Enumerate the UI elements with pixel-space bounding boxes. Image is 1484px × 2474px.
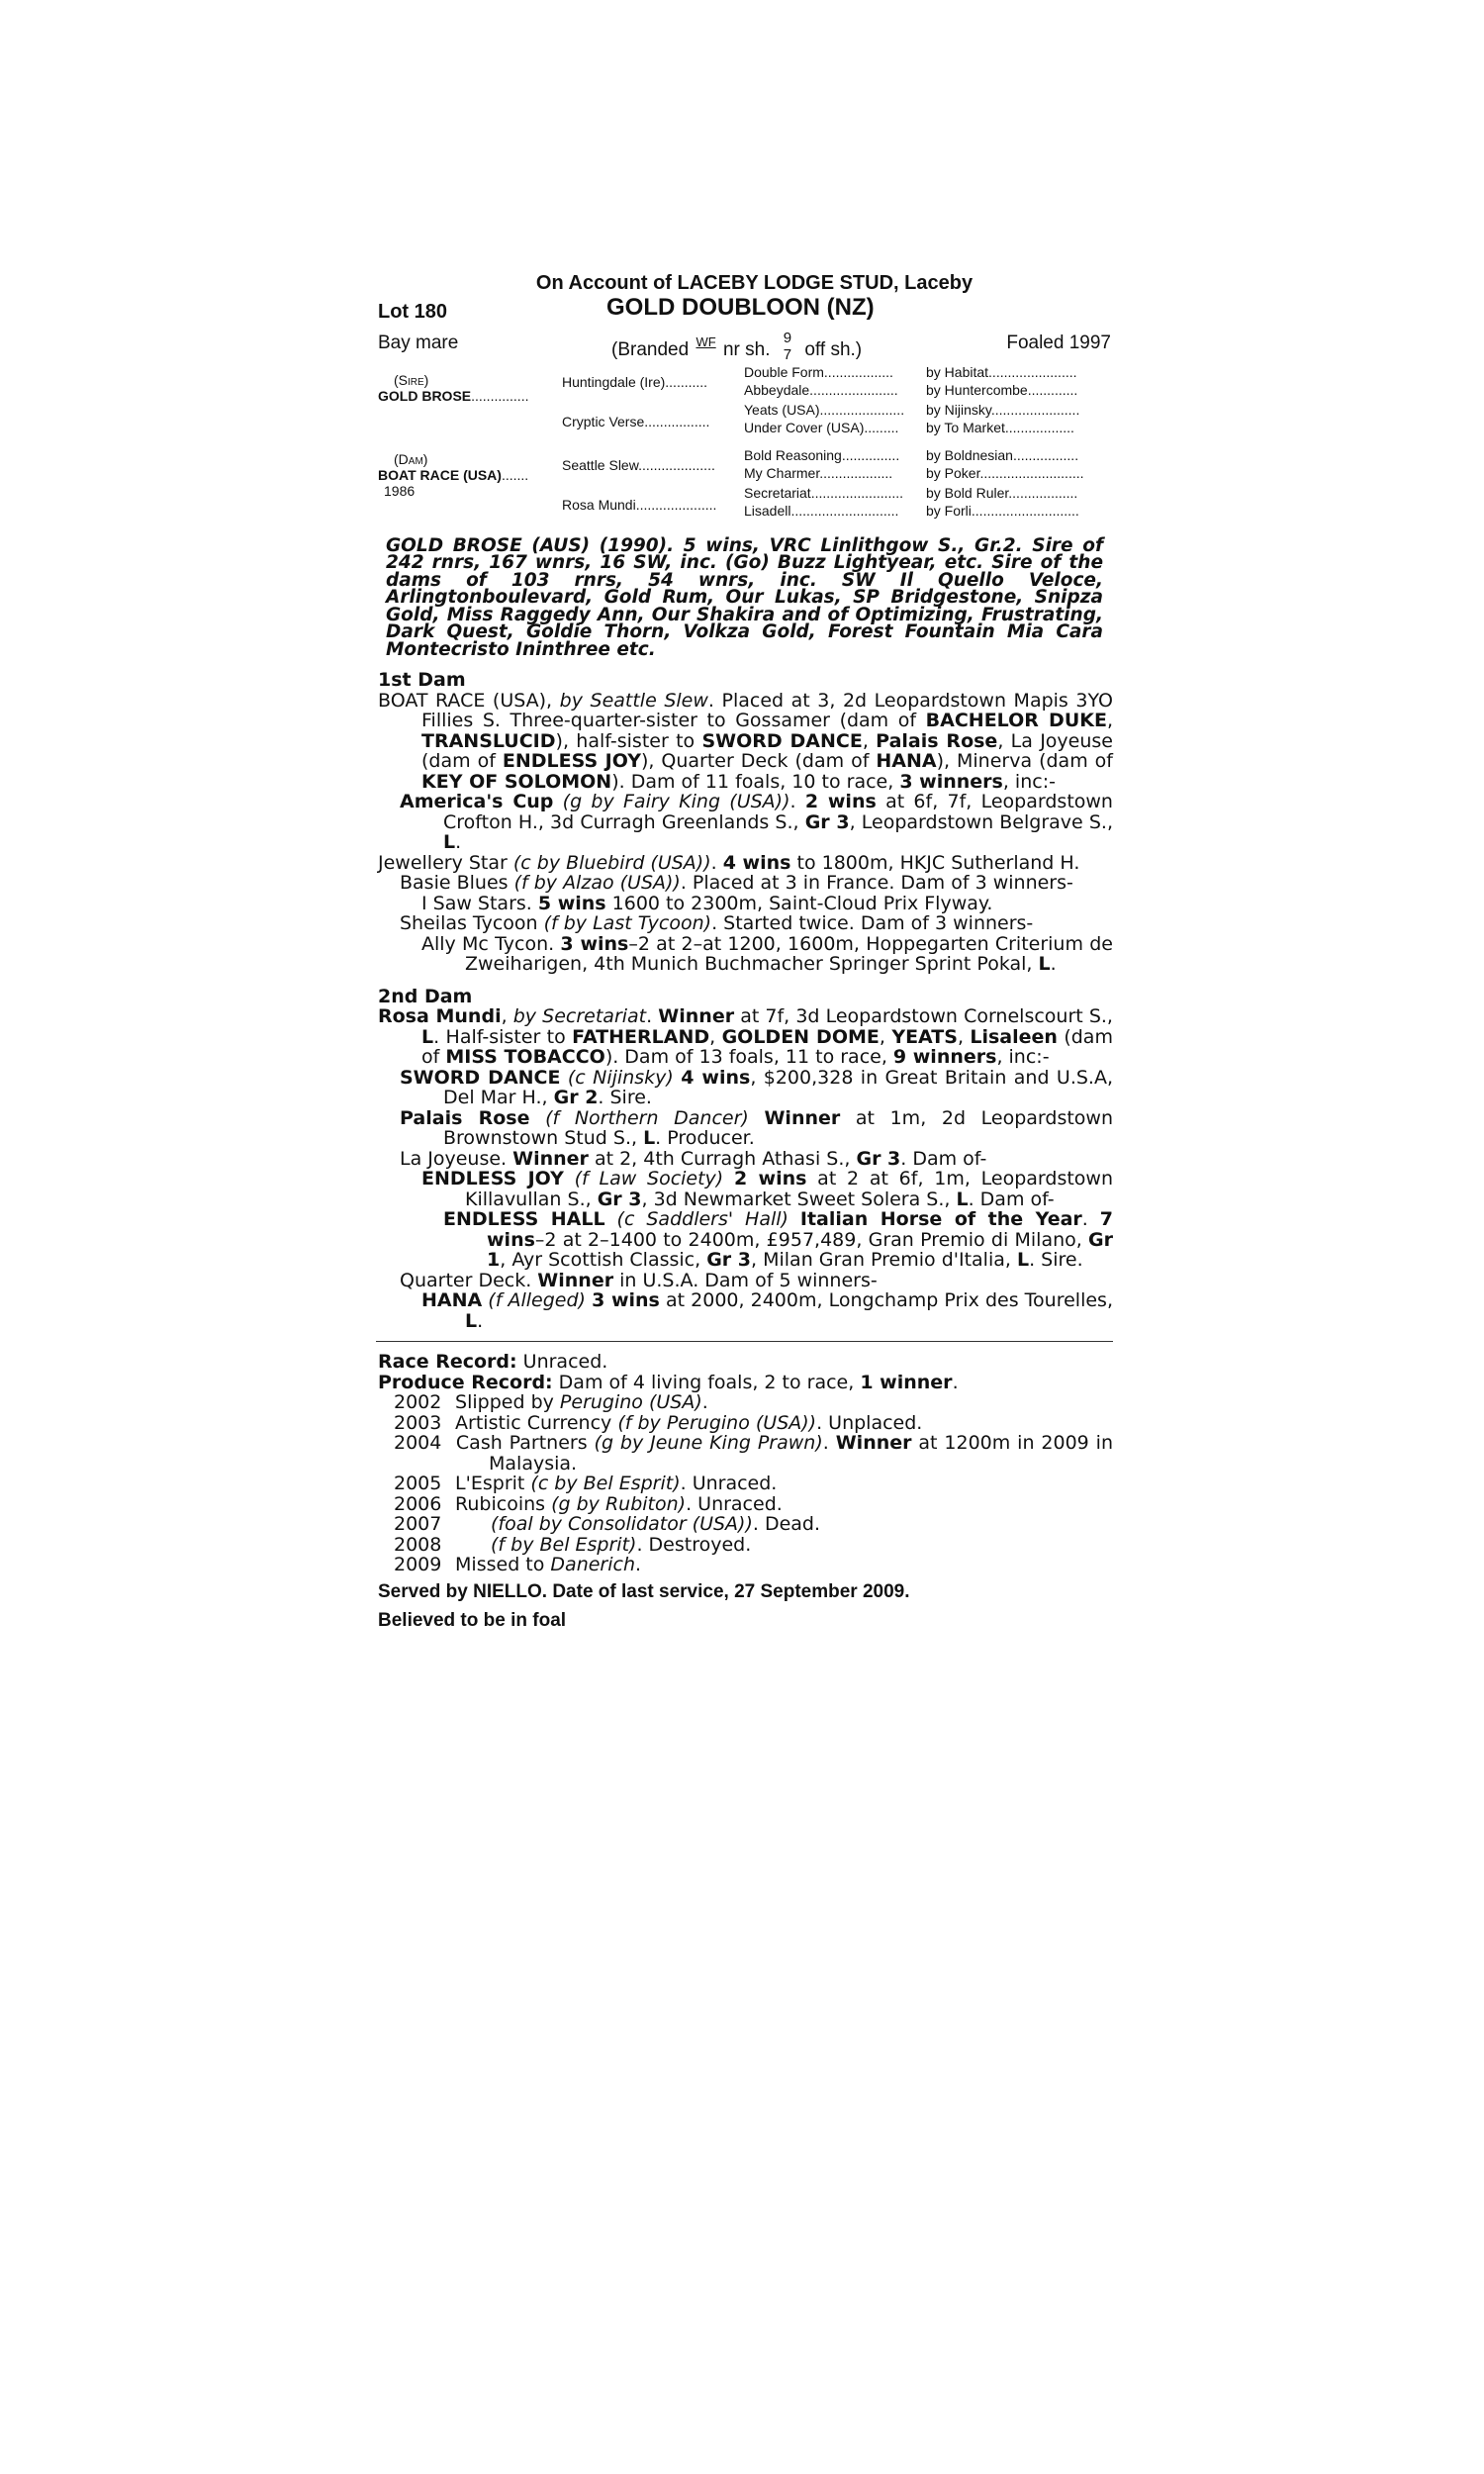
sire-line: GOLD BROSE............... [378, 387, 529, 404]
list-item: I Saw Stars. 5 wins 1600 to 2300m, Saint-Cloud Prix Flyway. [421, 892, 993, 914]
branded-suffix: off sh.) [804, 338, 863, 360]
produce-row: 2004 Cash Partners (g by Jeune King Prawn). Winner at 1200m in 2009 in Malaysia. [394, 1432, 1113, 1475]
pedigree-g4-4: by To Market.................. [926, 419, 1074, 435]
pedigree-g4-2: by Huntercombe............. [926, 381, 1078, 398]
first-dam-paragraph: BOAT RACE (USA), by Seattle Slew. Placed at 3, 2d Leopardstown Mapis 3YO Fillies S. Three-quarter-sister to Gossamer (dam of BACHELOR DUKE, TRANSLUCID), half-sister to SWORD DANCE, Palais Rose, La Joyeuse (dam of ENDLESS JOY), Quarter Deck (dam of HANA), Minerva (dam of KEY OF SOLOMON). Dam of 11 foals, 10 to race, 3 winners, inc:- [378, 689, 1113, 793]
sire-summary: GOLD BROSE (AUS) (1990). 5 wins, VRC Linlithgow S., Gr.2. Sire of 242 rnrs, 167 wnrs, 16 SW, inc. (Go) Buzz Lightyear, etc. Sire of the dams of 103 rnrs, 54 wnrs, inc. SW Il Quello Veloce, Arlingtonboulevard, Gold Rum, Our Lukas, SP Bridgestone, Snipza Gold, Miss Raggedy Ann, Our Shakira and of Optimizing, Frustrating, Dark Quest, Goldie Thorn, Volkza Gold, Forest Fountain Mia Cara Montecristo Ininthree etc. [386, 534, 1103, 660]
pedigree-g3-4: Under Cover (USA)......... [744, 419, 899, 435]
second-dam-heading: 2nd Dam [378, 985, 473, 1007]
pedigree-g4-1: by Habitat....................... [926, 363, 1077, 380]
list-item: Palais Rose (f Northern Dancer) Winner at 1m, 2d Leopardstown Brownstown Stud S., L. Producer. [400, 1106, 1113, 1149]
produce-row: 2009 Missed to Danerich. [394, 1554, 642, 1575]
catalogue-page [376, 273, 1113, 1632]
race-record: Race Record: Unraced. [378, 1351, 608, 1373]
pedigree-g2-2: Cryptic Verse................. [562, 413, 710, 429]
produce-record: Produce Record: Dam of 4 living foals, 2 to race, 1 winner. [378, 1371, 959, 1393]
pedigree-table [376, 363, 1113, 525]
pedigree-g4-8: by Forli............................ [926, 502, 1079, 519]
branded-prefix: (Branded [611, 338, 690, 360]
list-item: Quarter Deck. Winner in U.S.A. Dam of 5 winners- [400, 1269, 878, 1291]
list-item: America's Cup (g by Fairy King (USA)). 2 wins at 6f, 7f, Leopardstown Crofton H., 3d Curragh Greenlands S., Gr 3, Leopardstown Belgrave S., L. [400, 791, 1113, 853]
dam-label: (Dam) [394, 450, 428, 467]
foal-status: Believed to be in foal [378, 1610, 567, 1631]
branded-mid: nr sh. [722, 338, 771, 360]
pedigree-g3-8: Lisadell............................ [744, 502, 899, 519]
pedigree-g3-6: My Charmer................... [744, 464, 893, 481]
sire-label: (Sire) [394, 371, 429, 388]
brand-mark: WF [696, 333, 716, 349]
sire-name: GOLD BROSE [378, 387, 472, 404]
vendor-line: On Account of LACEBY LODGE STUD, Laceby [535, 272, 974, 294]
second-dam-paragraph: Rosa Mundi, by Secretariat. Winner at 7f, 3d Leopardstown Cornelscourt S., L. Half-sister to FATHERLAND, GOLDEN DOME, YEATS, Lisaleen (dam of MISS TOBACCO). Dam of 13 foals, 11 to race, 9 winners, inc:- [378, 1005, 1113, 1068]
dam-name: BOAT RACE (USA) [378, 466, 502, 483]
pedigree-g3-5: Bold Reasoning............... [744, 446, 900, 463]
pedigree-g3-1: Double Form.................. [744, 363, 893, 380]
list-item: ENDLESS JOY (f Law Society) 2 wins at 2 at 6f, 1m, Leopardstown Killavullan S., Gr 3, 3d Newmarket Sweet Solera S., L. Dam of- [421, 1168, 1113, 1210]
brand-fraction [784, 330, 791, 363]
lot-header [376, 293, 1113, 326]
pedigree-g2-1: Huntingdale (Ire)........... [562, 373, 708, 390]
dam-line: BOAT RACE (USA)....... [378, 466, 529, 483]
brand-num-bottom: 7 [783, 345, 792, 363]
produce-row: 2002 Slipped by Perugino (USA). [394, 1391, 708, 1413]
horse-name: GOLD DOUBLOON (NZ) [606, 293, 875, 321]
brand-description [611, 329, 863, 367]
pedigree-g3-2: Abbeydale....................... [744, 381, 898, 398]
produce-row: 2003 Artistic Currency (f by Perugino (USA)). Unplaced. [394, 1411, 923, 1434]
foaled-year: Foaled 1997 [1006, 332, 1111, 353]
section-divider [376, 1341, 1113, 1342]
list-item: Jewellery Star (c by Bluebird (USA)). 4 wins to 1800m, HKJC Sutherland H. [378, 851, 1080, 874]
brand-num-top: 9 [783, 329, 792, 346]
first-dam-heading: 1st Dam [378, 669, 466, 691]
list-item: Sheilas Tycoon (f by Last Tycoon). Started twice. Dam of 3 winners- [400, 912, 1034, 934]
lot-number: Lot 180 [378, 300, 448, 323]
sex-colour: Bay mare [378, 332, 459, 353]
pedigree-g2-3: Seattle Slew.................... [562, 456, 715, 473]
horse-details [376, 326, 1113, 363]
pedigree-g3-7: Secretariat........................ [744, 484, 904, 501]
pedigree-g2-4: Rosa Mundi..................... [562, 496, 717, 513]
produce-row: 2008 (f by Bel Esprit). Destroyed. [394, 1533, 752, 1556]
pedigree-g4-5: by Boldnesian................. [926, 446, 1079, 463]
list-item: ENDLESS HALL (c Saddlers' Hall) Italian Horse of the Year. 7 wins–2 at 2–1400 to 2400m, £957,489, Gran Premio di Milano, Gr 1, Ayr Scottish Classic, Gr 3, Milan Gran Premio d'Italia, L. Sire. [443, 1208, 1114, 1271]
pedigree-g4-3: by Nijinsky....................... [926, 401, 1080, 418]
pedigree-g4-6: by Poker........................... [926, 464, 1084, 481]
list-item: SWORD DANCE (c Nijinsky) 4 wins, $200,328 in Great Britain and U.S.A, Del Mar H., Gr 2. Sire. [400, 1066, 1113, 1108]
produce-row: 2005 L'Esprit (c by Bel Esprit). Unraced. [394, 1473, 778, 1494]
dam-year: 1986 [384, 482, 416, 499]
service-note: Served by NIELLO. Date of last service, 27 September 2009. [378, 1580, 910, 1602]
produce-row: 2007 (foal by Consolidator (USA)). Dead. [394, 1513, 821, 1535]
records-section [376, 1352, 1113, 1575]
produce-row: 2006 Rubicoins (g by Rubiton). Unraced. [394, 1492, 783, 1515]
list-item: HANA (f Alleged) 3 wins at 2000, 2400m, Longchamp Prix des Tourelles, L. [421, 1289, 1113, 1332]
pedigree-g4-7: by Bold Ruler.................. [926, 484, 1078, 501]
list-item: Ally Mc Tycon. 3 wins–2 at 2–at 1200, 1600m, Hoppegarten Criterium de Zweiharigen, 4th Munich Buchmacher Springer Sprint Pokal, L. [421, 932, 1113, 975]
pedigree-g3-3: Yeats (USA)...................... [744, 401, 905, 418]
list-item: Basie Blues (f by Alzao (USA)). Placed at 3 in France. Dam of 3 winners- [400, 872, 1073, 894]
list-item: La Joyeuse. Winner at 2, 4th Curragh Athasi S., Gr 3. Dam of- [400, 1147, 987, 1170]
